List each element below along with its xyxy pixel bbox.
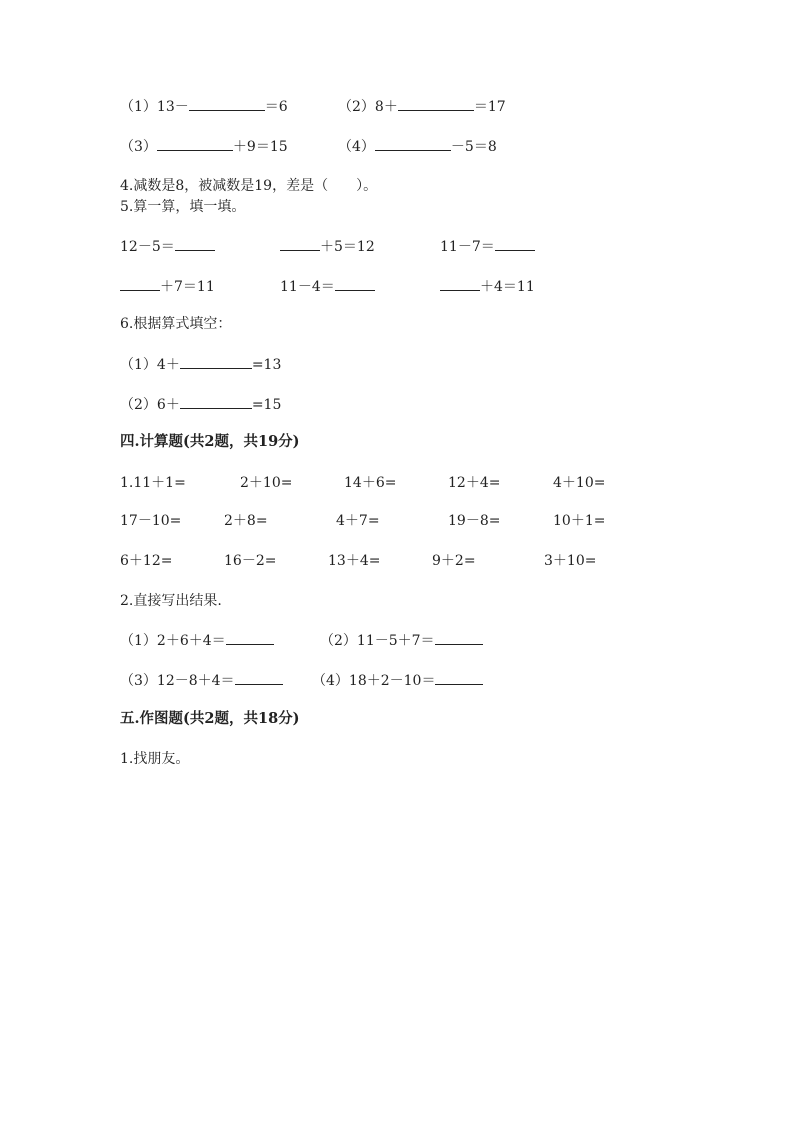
q5-item-3: 11－7＝ (440, 236, 535, 257)
answer-blank[interactable] (175, 236, 215, 251)
q2-item-2: （2）11－5＋7＝ (320, 630, 483, 651)
q6-item-2: （2）6＋ =15 (120, 394, 281, 415)
answer-blank[interactable] (180, 354, 252, 369)
answer-blank[interactable] (120, 276, 160, 291)
q2-item-4: （4）18＋2－10＝ (312, 670, 483, 691)
q5-item-5: 11－4＝ (280, 276, 375, 297)
calc-item: 4＋10= (553, 475, 606, 491)
calc-item: 16－2= (224, 553, 277, 569)
calc-item: 19－8= (448, 513, 501, 529)
q2-item-1: （1）2＋6＋4＝ (120, 630, 274, 651)
q5-item-1: 12－5＝ (120, 236, 215, 257)
calc-item: 14＋6= (344, 475, 397, 491)
answer-blank[interactable] (226, 630, 274, 645)
calc-item: 17－10= (120, 513, 182, 529)
calc-item: 4＋7= (336, 513, 380, 529)
fill-blank-2: （2）8＋ ＝17 (338, 96, 506, 117)
question-5-title: 5.算一算，填一填。 (120, 199, 246, 215)
section-5-q1: 1.找朋友。 (120, 751, 190, 767)
calc-item: 6＋12= (120, 553, 173, 569)
calc-item: 12＋4= (448, 475, 501, 491)
answer-blank[interactable] (180, 394, 252, 409)
section-5-title: 五.作图题(共2题，共18分) (120, 710, 300, 727)
calc-item: 13＋4= (328, 553, 381, 569)
q6-item-1: （1）4＋ =13 (120, 354, 281, 375)
q5-item-6: ＋4＝11 (440, 276, 535, 297)
answer-blank[interactable] (435, 630, 483, 645)
answer-blank[interactable] (280, 236, 320, 251)
answer-blank[interactable] (375, 136, 451, 151)
section-4-title: 四.计算题(共2题，共19分) (120, 433, 300, 450)
calc-item: 9＋2= (432, 553, 476, 569)
fill-blank-4: （4） －5＝8 (338, 136, 497, 157)
calc-item: 10＋1= (553, 513, 606, 529)
question-6-title: 6.根据算式填空： (120, 316, 232, 332)
answer-blank[interactable] (189, 96, 265, 111)
calc-item: 1.11＋1= (120, 475, 186, 491)
answer-blank[interactable] (440, 276, 480, 291)
calc-item: 3＋10= (544, 553, 597, 569)
question-4: 4.减数是8，被减数是19，差是（ ）。 (120, 178, 378, 194)
calc-item: 2＋8= (224, 513, 268, 529)
answer-blank[interactable] (335, 276, 375, 291)
fill-blank-3: （3） ＋9＝15 (120, 136, 288, 157)
q2-item-3: （3）12－8＋4＝ (120, 670, 283, 691)
answer-blank[interactable] (495, 236, 535, 251)
answer-blank[interactable] (157, 136, 233, 151)
answer-blank[interactable] (235, 670, 283, 685)
answer-blank[interactable] (398, 96, 474, 111)
q5-item-2: ＋5＝12 (280, 236, 375, 257)
section-4-q2-title: 2.直接写出结果. (120, 593, 222, 609)
fill-blank-1: （1）13－ ＝6 (120, 96, 288, 117)
answer-blank[interactable] (435, 670, 483, 685)
calc-item: 2＋10= (240, 475, 293, 491)
q5-item-4: ＋7＝11 (120, 276, 215, 297)
